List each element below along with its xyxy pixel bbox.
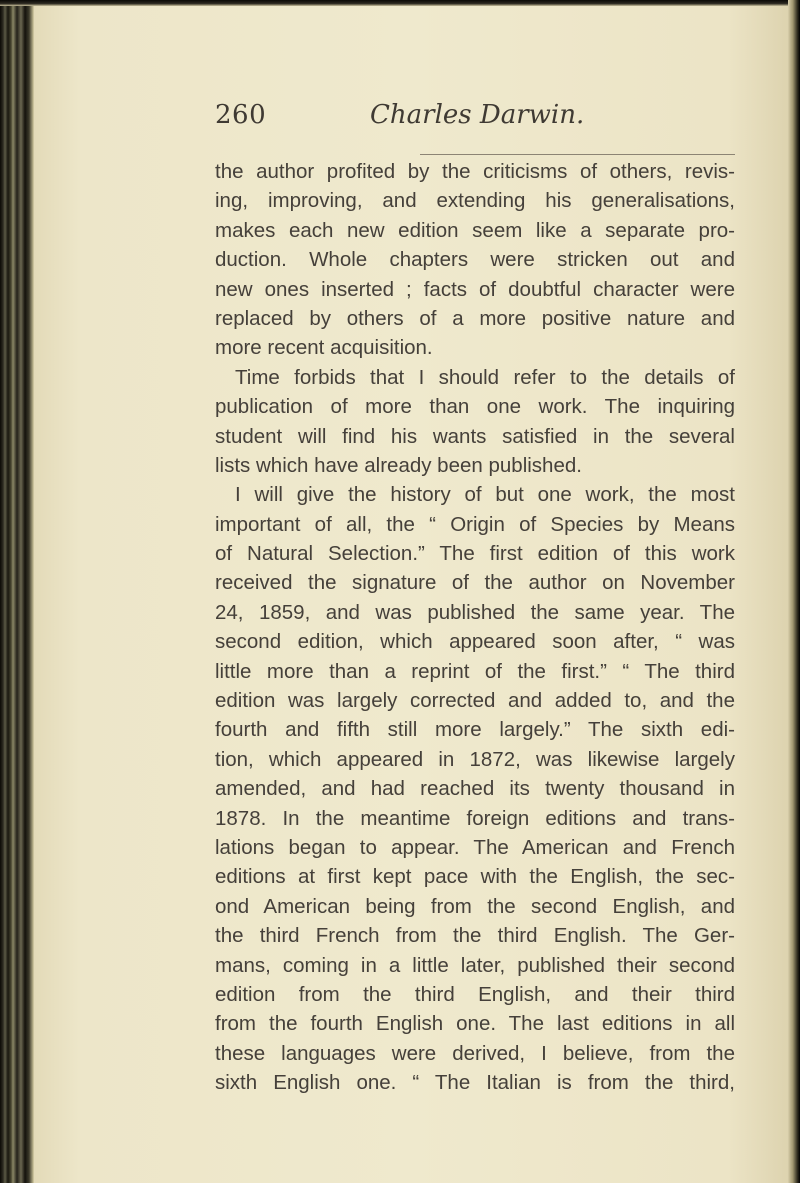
text-line: replaced by others of a more positive nature and bbox=[215, 306, 735, 330]
text-line: new ones inserted ; facts of doubtful character were bbox=[215, 277, 735, 301]
text-line: edition was largely corrected and added to, and the bbox=[215, 689, 735, 713]
text-line: from the fourth English one. The last editions in all bbox=[215, 1012, 735, 1036]
text-line: Time forbids that I should refer to the details of bbox=[235, 365, 735, 389]
text-line: more recent acquisition. bbox=[215, 336, 433, 360]
running-title: Charles Darwin. bbox=[370, 100, 585, 130]
text-line: student will find his wants satisfied in the several bbox=[215, 424, 735, 448]
text-line: 24, 1859, and was published the same year. The bbox=[215, 600, 735, 624]
text-line: I will give the history of but one work, the most bbox=[235, 483, 735, 507]
text-line: second edition, which appeared soon after, “ was bbox=[215, 630, 735, 654]
text-line: mans, coming in a little later, published their second bbox=[215, 953, 735, 977]
text-line: tion, which appeared in 1872, was likewise largely bbox=[215, 747, 735, 771]
text-line: of Natural Selection.” The first edition of this work bbox=[215, 542, 735, 566]
text-line: makes each new edition seem like a separate pro- bbox=[215, 218, 735, 242]
text-line: editions at first kept pace with the English, the sec- bbox=[215, 865, 735, 889]
body-text bbox=[215, 157, 735, 1098]
text-line: important of all, the “ Origin of Species by Means bbox=[215, 512, 735, 536]
text-line: sixth English one. “ The Italian is from the third, bbox=[215, 1071, 735, 1095]
text-line: fourth and fifth still more largely.” The sixth edi- bbox=[215, 718, 735, 742]
book-binding bbox=[0, 0, 34, 1183]
text-line: the author profited by the criticisms of others, revis- bbox=[215, 160, 735, 183]
text-line: ing, improving, and extending his generalisations, bbox=[215, 189, 735, 213]
text-line: publication of more than one work. The inquiring bbox=[215, 395, 735, 419]
header-rule bbox=[420, 154, 735, 155]
text-line: 1878. In the meantime foreign editions and trans- bbox=[215, 806, 735, 830]
page-right-edge bbox=[788, 0, 800, 1183]
text-line: lists which have already been published. bbox=[215, 453, 582, 477]
text-line: these languages were derived, I believe, from the bbox=[215, 1041, 735, 1065]
text-line: received the signature of the author on November bbox=[215, 571, 735, 595]
text-line: ond American being from the second English, and bbox=[215, 894, 735, 918]
text-line: lations began to appear. The American and French bbox=[215, 835, 735, 859]
text-line: edition from the third English, and their third bbox=[215, 982, 735, 1006]
text-line: little more than a reprint of the first.” “ The third bbox=[215, 659, 735, 683]
text-line: amended, and had reached its twenty thousand in bbox=[215, 777, 735, 801]
text-line: duction. Whole chapters were stricken out and bbox=[215, 248, 735, 272]
page-header bbox=[215, 100, 765, 140]
page-number: 260 bbox=[215, 100, 267, 130]
text-line: the third French from the third English. The Ger- bbox=[215, 924, 735, 948]
